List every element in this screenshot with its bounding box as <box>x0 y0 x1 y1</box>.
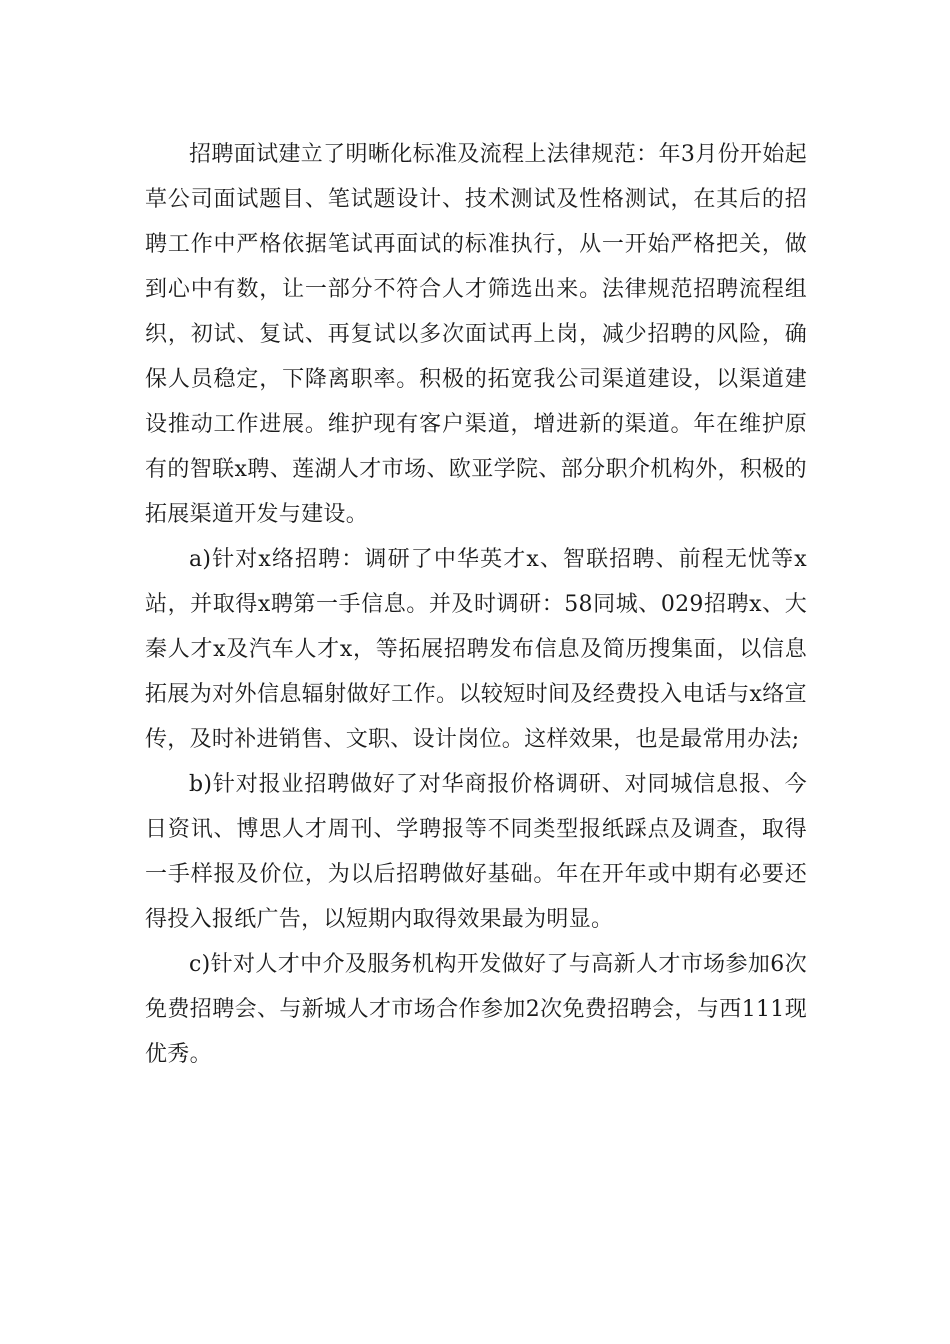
paragraph-agency-recruitment: c)针对人才中介及服务机构开发做好了与高新人才市场参加6次免费招聘会、与新城人才市场合作参加2次免费招聘会，与西111现优秀。 <box>145 952 807 1067</box>
paragraph-online-recruitment: a)针对x络招聘：调研了中华英才x、智联招聘、前程无忧等x站，并取得x聘第一手信息。并及时调研：58同城、029招聘x、大秦人才x及汽车人才x，等拓展招聘发布信息及简历搜集面，以信息拓展为对外信息辐射做好工作。以较短时间及经费投入电话与x络宣传，及时补进销售、文职、设计岗位。这样效果，也是最常用办法; <box>145 547 807 752</box>
paragraph-newspaper-recruitment: b)针对报业招聘做好了对华商报价格调研、对同城信息报、今日资讯、博思人才周刊、学聘报等不同类型报纸踩点及调查，取得一手样报及价位，为以后招聘做好基础。年在开年或中期有必要还得投入报纸广告，以短期内取得效果最为明显。 <box>145 772 807 932</box>
paragraph-recruitment-standards: 招聘面试建立了明晰化标准及流程上法律规范：年3月份开始起草公司面试题目、笔试题设计、技术测试及性格测试，在其后的招聘工作中严格依据笔试再面试的标准执行，从一开始严格把关，做到心中有数，让一部分不符合人才筛选出来。法律规范招聘流程组织，初试、复试、再复试以多次面试再上岗，减少招聘的风险，确保人员稳定，下降离职率。积极的拓宽我公司渠道建设，以渠道建设推动工作进展。维护现有客户渠道，增进新的渠道。年在维护原有的智联x聘、莲湖人才市场、欧亚学院、部分职介机构外，积极的拓展渠道开发与建设。 <box>145 142 807 527</box>
document-body <box>145 132 807 1077</box>
